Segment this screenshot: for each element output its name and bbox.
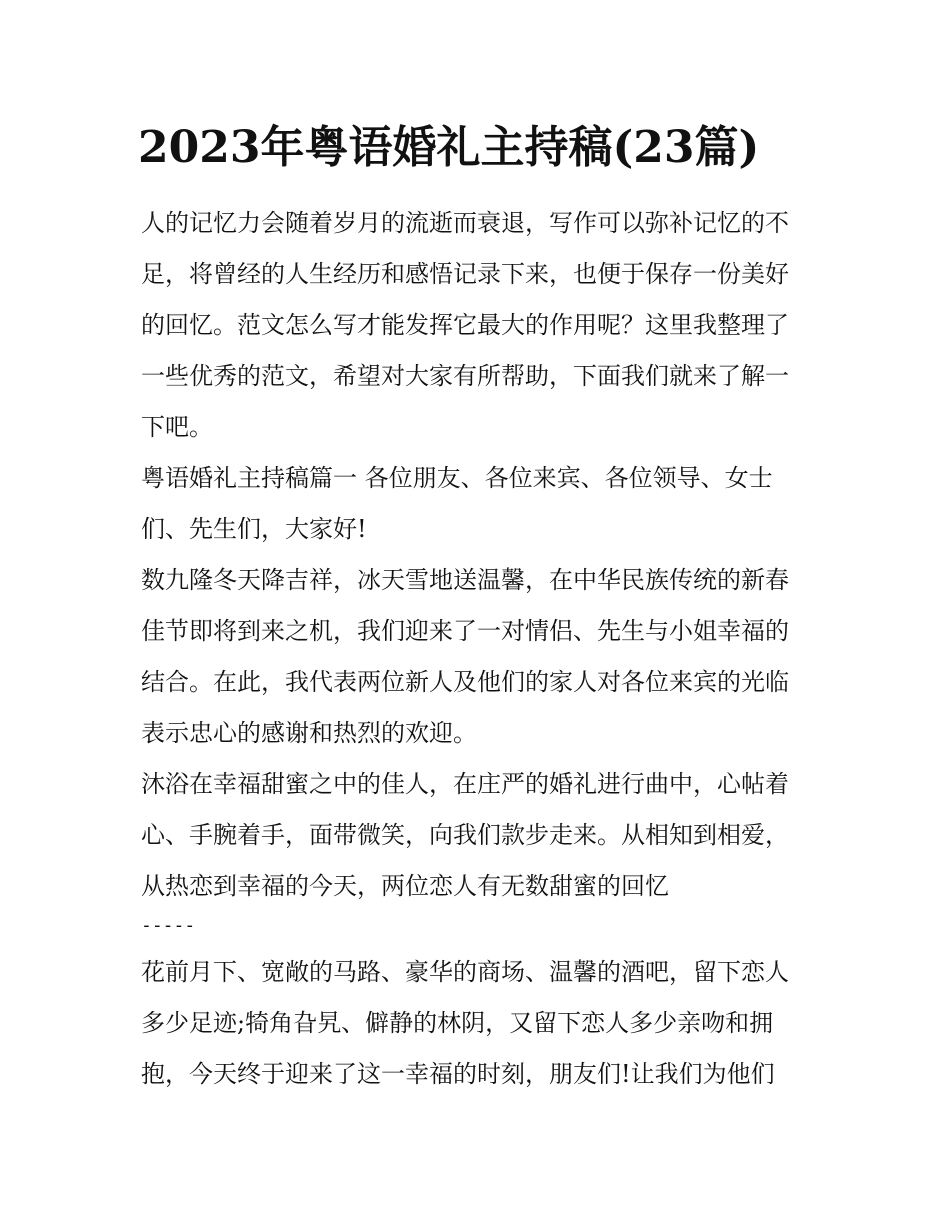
text-line: 人的记忆力会随着岁月的流逝而衰退，写作可以弥补记忆的不 xyxy=(141,209,789,237)
text-line: 足，将曾经的人生经历和感悟记录下来，也便于保存一份美好 xyxy=(141,260,789,288)
text-line: 的回忆。范文怎么写才能发挥它最大的作用呢？这里我整理了 xyxy=(141,311,789,339)
text-line: 从热恋到幸福的今天，两位恋人有无数甜蜜的回忆 xyxy=(141,872,669,900)
section-heading-line: 粤语婚礼主持稿篇一 各位朋友、各位来宾、各位领导、女士 xyxy=(141,464,773,492)
text-line: 抱，今天终于迎来了这一幸福的时刻，朋友们!让我们为他们 xyxy=(141,1060,775,1088)
text-line: 花前月下、宽敞的马路、豪华的商场、温馨的酒吧，留下恋人 xyxy=(141,958,789,986)
text-line: 结合。在此，我代表两位新人及他们的家人对各位来宾的光临 xyxy=(141,668,789,696)
text-line: 表示忠心的感谢和热烈的欢迎。 xyxy=(141,719,477,747)
text-line: 多少足迹;犄角旮旯、僻静的林阴，又留下恋人多少亲吻和拥 xyxy=(141,1009,774,1037)
document-title: 2023年粤语婚礼主持稿(23篇) xyxy=(138,122,760,173)
text-line: 们、先生们，大家好! xyxy=(141,515,367,543)
text-line: 佳节即将到来之机，我们迎来了一对情侣、先生与小姐幸福的 xyxy=(141,617,789,645)
text-line: 心、手腕着手，面带微笑，向我们款步走来。从相知到相爱， xyxy=(141,821,789,849)
separator: ----- xyxy=(141,915,196,936)
text-line: 沐浴在幸福甜蜜之中的佳人，在庄严的婚礼进行曲中，心帖着 xyxy=(141,770,789,798)
text-line: 数九隆冬天降吉祥，冰天雪地送温馨，在中华民族传统的新春 xyxy=(141,566,789,594)
text-line: 一些优秀的范文，希望对大家有所帮助，下面我们就来了解一 xyxy=(141,362,789,390)
document-body xyxy=(141,198,821,1100)
text-line: 下吧。 xyxy=(141,413,213,441)
